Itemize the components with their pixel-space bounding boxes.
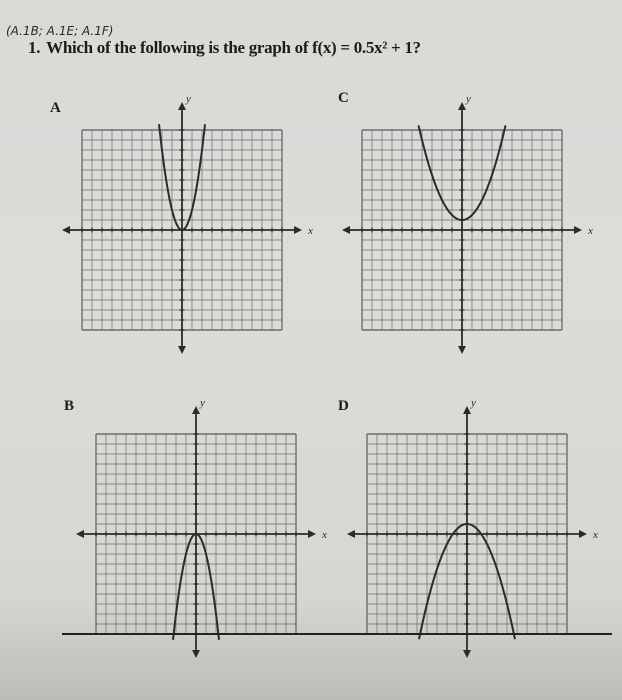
option-a-graph[interactable] — [60, 88, 313, 368]
y-axis-arrow-down — [192, 650, 200, 658]
y-axis-arrow-up — [178, 102, 186, 110]
coordinate-plane — [60, 88, 313, 368]
question-text — [28, 38, 421, 58]
option-d-graph[interactable] — [345, 392, 598, 672]
standards-code: (A.1B; A.1E; A.1F) — [6, 24, 114, 38]
x-axis-arrow-left — [347, 530, 355, 538]
option-b-label[interactable]: B — [64, 398, 75, 414]
coordinate-plane — [340, 88, 593, 368]
y-axis-arrow-up — [463, 406, 471, 414]
option-c-graph[interactable] — [340, 88, 593, 368]
y-axis-arrow-up — [458, 102, 466, 110]
x-axis-label: x — [322, 529, 327, 541]
option-a-label[interactable]: A — [50, 100, 61, 116]
x-axis-arrow-right — [574, 226, 582, 234]
y-axis-label: y — [186, 93, 191, 105]
option-d-label[interactable]: D — [338, 398, 349, 414]
divider-line — [62, 633, 612, 635]
x-axis-arrow-left — [76, 530, 84, 538]
x-axis-arrow-right — [579, 530, 587, 538]
y-axis-label: y — [471, 397, 476, 409]
x-axis-label: x — [308, 225, 313, 237]
x-axis-label: x — [593, 529, 598, 541]
y-axis-arrow-up — [192, 406, 200, 414]
y-axis-arrow-down — [178, 346, 186, 354]
x-axis-label: x — [588, 225, 593, 237]
y-axis-label: y — [466, 93, 471, 105]
x-axis-arrow-right — [294, 226, 302, 234]
y-axis-arrow-down — [458, 346, 466, 354]
y-axis-arrow-down — [463, 650, 471, 658]
option-c-label[interactable]: C — [338, 90, 349, 106]
question-number: 1. — [28, 38, 41, 57]
option-b-graph[interactable] — [74, 392, 327, 672]
x-axis-arrow-left — [62, 226, 70, 234]
question-prompt: Which of the following is the graph of f(x) = 0.5x² + 1? — [46, 38, 421, 57]
y-axis-label: y — [200, 397, 205, 409]
x-axis-arrow-left — [342, 226, 350, 234]
x-axis-arrow-right — [308, 530, 316, 538]
coordinate-plane — [345, 392, 598, 672]
coordinate-plane — [74, 392, 327, 672]
